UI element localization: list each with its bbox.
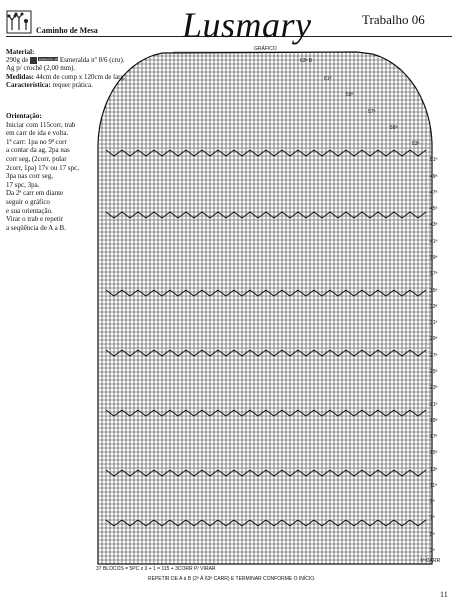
section-name: Caminho de Mesa [36, 26, 98, 35]
needle-spec: Ag p/ crochê (2,00 mm). [6, 64, 76, 73]
measures-label: Medidas: [6, 72, 34, 81]
orientation-line: corr seg, (2corr, pular [6, 154, 67, 163]
row-label: 61ª [324, 76, 332, 82]
thread-description: Esmeralda nº 8/6 (cru). [59, 56, 125, 65]
orientation-line: 3pa nas corr seg, [6, 172, 54, 181]
row-label: 13ª [430, 467, 438, 473]
row-label: 27ª [430, 353, 438, 359]
chart-label: GRÁFICO [254, 46, 277, 52]
orientation-heading: Orientação: [6, 112, 42, 120]
work-number: Trabalho 06 [362, 12, 425, 27]
row-label: 11ª [430, 483, 438, 489]
characteristic-value: requer prática. [52, 80, 93, 89]
materials-heading: Material: [6, 48, 35, 56]
row-label: 15ª [430, 450, 438, 456]
row-label: 3ª [430, 548, 435, 554]
row-label: 57ª [368, 109, 376, 115]
measures-value: 44cm de comp x 120cm de larg. [35, 72, 126, 81]
orientation-line: seguir o gráfico [6, 197, 50, 206]
row-label: 41ª [430, 239, 438, 245]
orientation-line: em carr de ida e volta. [6, 129, 69, 138]
row-label: 37ª [430, 271, 438, 277]
chart-bottom-instruction: REPETIR DE A à B (2ª À 63ª CARR) E TERMINAR CONFORME O INÍCIO. [148, 576, 316, 582]
orientation-line: e sua orientação. [6, 206, 53, 215]
characteristic-label: Característica: [6, 80, 51, 89]
orientation-line: a contar da ag, 2pa nas [6, 146, 70, 155]
orientation-line: Da 2ª carr em diante [6, 189, 64, 198]
chart-bottom-note: 37 BLOCOS = 5PC x 3 + 1 = 115 + 3CORR P/ VIRAR [96, 566, 216, 572]
orientation-line: 17 spc, 3pa. [6, 180, 40, 189]
row-label: 5ª [430, 532, 435, 538]
svg-text:BARBANTE SÃO JOÃO: BARBANTE SÃO JOÃO [39, 58, 68, 62]
row-label: 45ª [430, 206, 438, 212]
row-label: 35ª [430, 288, 438, 294]
orientation-line: 1ª carr: 1pa no 9ª corr [6, 137, 67, 146]
row-label: 53ª [412, 141, 420, 147]
chart-grid-lines [98, 52, 432, 564]
row-label: 29ª [430, 336, 438, 342]
row-label: 59ª [346, 92, 354, 98]
orientation-line: Iniciar com 115corr, trab [6, 120, 76, 129]
row-label: 43ª [430, 222, 438, 228]
row-label: 21ª [430, 402, 438, 408]
thread-quantity: 290g de [6, 56, 29, 65]
row-label: 7ª [430, 515, 435, 521]
row-label: 23ª [430, 385, 438, 391]
row-label: 51ª [430, 157, 438, 163]
row-label: 55ª [390, 125, 398, 131]
page-number: 11 [440, 590, 448, 599]
orientation-line: 2corr, 1pa) 17v ou 17 spc, [6, 163, 80, 172]
row-label: 47ª [430, 190, 438, 196]
row-label: 31ª [430, 320, 438, 326]
row-label-first: 1ª CARR [420, 558, 441, 564]
row-label: 19ª [430, 418, 438, 424]
row-label: 39ª [430, 255, 438, 261]
orientation-line: a seqüência de A a B. [6, 223, 66, 232]
orientation-line: Virar o trab e repetir [6, 215, 64, 224]
row-label: 33ª [430, 304, 438, 310]
row-label: 49ª [430, 174, 438, 180]
row-label: 25ª [430, 369, 438, 375]
page-title: Lusmary [182, 5, 312, 45]
row-label-top: 63ª B [300, 58, 313, 64]
row-label: 17ª [430, 434, 438, 440]
row-label: 9ª [430, 499, 435, 505]
